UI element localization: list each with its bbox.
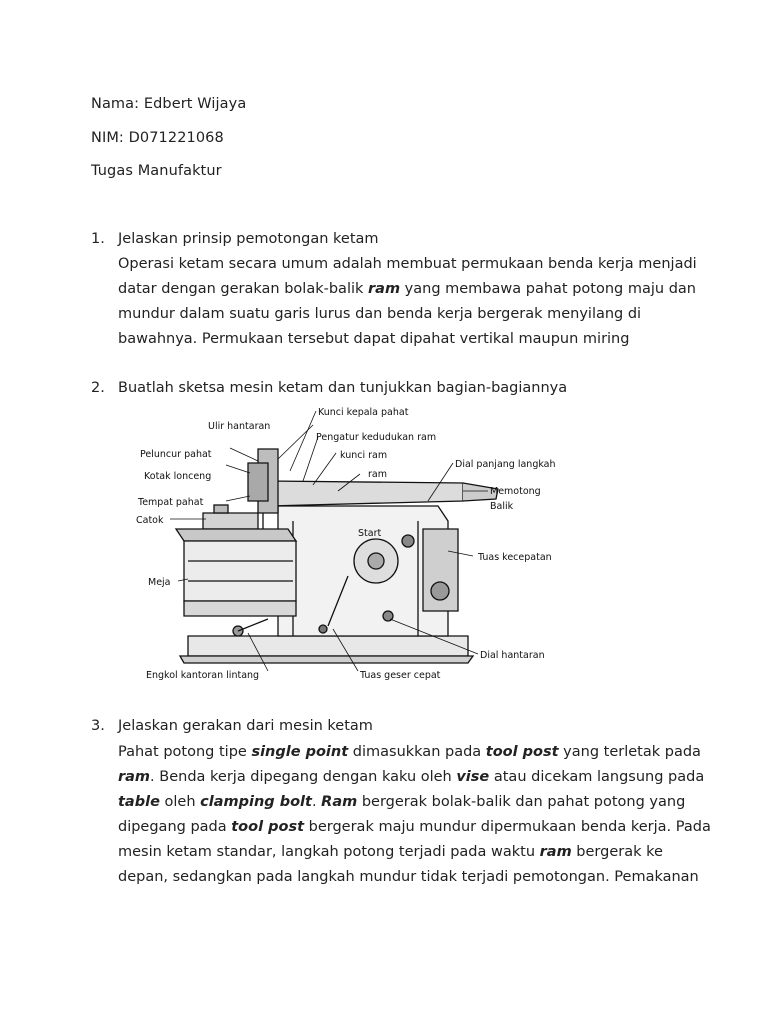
question-text: Jelaskan prinsip pemotongan ketam [118,231,379,247]
shaper-machine-diagram [118,401,573,691]
question-number: 2. [91,380,105,396]
answer-line: table oleh clamping bolt. Ram bergerak bolak-balik dan pahat potong yang [118,794,686,810]
emphasized-term: ram [539,844,572,860]
question-number: 3. [91,718,105,734]
answer-line: Operasi ketam secara umum adalah membuat permukaan benda kerja menjadi [118,256,697,272]
label-ulir-hantaran: Ulir hantaran [208,421,271,432]
label-kunci-kepala-pahat: Kunci kepala pahat [318,407,409,418]
machine-drawing [176,449,498,663]
label-catok: Catok [136,515,164,526]
label-memotong: Memotong [490,486,541,497]
emphasized-term: single point [251,744,349,760]
label-ram: ram [368,469,387,480]
course-title: Tugas Manufaktur [91,163,222,179]
emphasized-term: ram [118,769,151,785]
label-tuas-geser-cepat: Tuas geser cepat [360,670,441,681]
emphasized-term: Ram [321,794,358,810]
answer-line: depan, sedangkan pada langkah mundur tidak terjadi pemotongan. Pemakanan [118,869,699,885]
label-dial-hantaran: Dial hantaran [480,650,545,661]
label-pengatur-kedudukan-ram: Pengatur kedudukan ram [316,432,437,443]
answer-line: mesin ketam standar, langkah potong terjadi pada waktu ram bergerak ke [118,844,663,860]
label-tuas-kecepatan: Tuas kecepatan [478,552,552,563]
answer-line: mundur dalam suatu garis lurus dan benda kerja bergerak menyilang di [118,306,642,322]
question-number: 1. [91,231,105,247]
label-kunci-ram: kunci ram [340,450,388,461]
emphasized-term: tool post [231,819,305,835]
answer-line: dipegang pada tool post bergerak maju mundur dipermukaan benda kerja. Pada [118,819,711,835]
answer-line: datar dengan gerakan bolak-balik ram yang membawa pahat potong maju dan [118,281,696,297]
label-meja: Meja [148,577,171,588]
student-nim: NIM: D071221068 [91,130,224,146]
answer-paragraph [118,740,711,890]
label-balik: Balik [490,501,514,512]
emphasized-term: vise [456,769,490,785]
answer-line: Pahat potong tipe single point dimasukkan pada tool post yang terletak pada [118,744,701,760]
question-text: Buatlah sketsa mesin ketam dan tunjukkan bagian-bagiannya [118,380,568,396]
label-peluncur-pahat: Peluncur pahat [140,449,212,460]
emphasized-term: tool post [485,744,559,760]
answer-paragraph [118,252,697,352]
student-name: Nama: Edbert Wijaya [91,96,247,112]
answer-line: ram. Benda kerja dipegang dengan kaku oleh vise atau dicekam langsung pada [118,769,705,785]
label-dial-panjang-langkah: Dial panjang langkah [455,459,556,470]
emphasized-term: table [118,794,160,810]
emphasized-term: clamping bolt [200,794,312,810]
label-kotak-lonceng: Kotak lonceng [144,471,212,482]
question-text: Jelaskan gerakan dari mesin ketam [118,718,373,734]
label-engkol-kantoran-lintang: Engkol kantoran lintang [146,670,260,681]
answer-line: bawahnya. Permukaan tersebut dapat dipahat vertikal maupun miring [118,331,630,347]
emphasized-term: ram [368,281,401,297]
label-tempat-pahat: Tempat pahat [138,497,204,508]
label-start: Start [358,528,382,539]
